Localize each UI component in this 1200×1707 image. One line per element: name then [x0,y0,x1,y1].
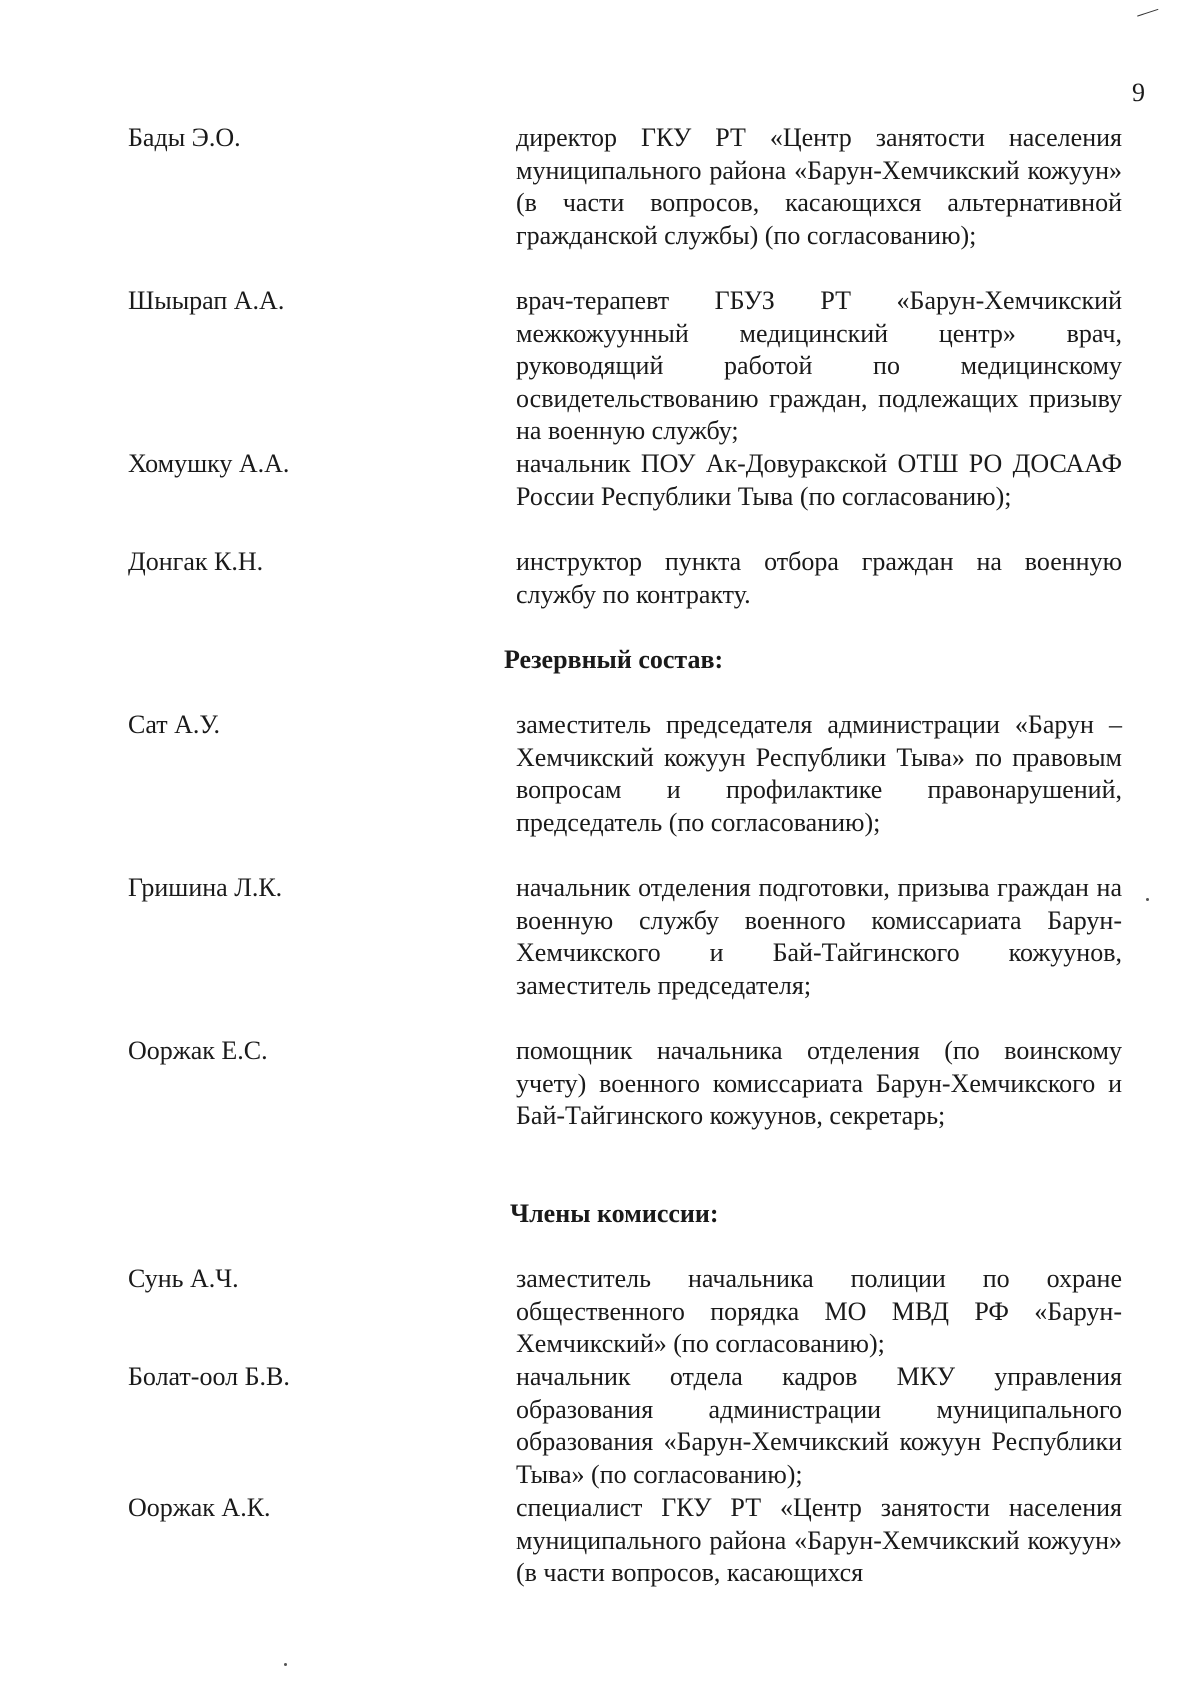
member-name: Ооржак Е.С. [128,1036,268,1065]
member-role: начальник ПОУ Ак-Довуракской ОТШ РО ДОСААФ России Республики Тыва (по согласованию); [516,449,1122,511]
member-role: специалист ГКУ РТ «Центр занятости населения муниципального района «Барун-Хемчикский кожуун» (в части вопросов, касающихся [516,1493,1122,1588]
member-role: директор ГКУ РТ «Центр занятости населения муниципального района «Барун-Хемчикский кожуун» (в части вопросов, касающихся альтернативной гражданской службы) (по согласованию); [516,123,1122,250]
member-role: начальник отделения подготовки, призыва граждан на военную службу военного комиссариата Барун-Хемчикского и Бай-Тайгинского кожуунов, заместитель председателя; [516,873,1122,1000]
member-name: Бады Э.О. [128,123,241,152]
member-role: врач-терапевт ГБУЗ РТ «Барун-Хемчикский межкожуунный медицинский центр» врач, руководящий работой по медицинскому освидетельствованию граждан, подлежащих призыву на военную службу; [516,286,1122,446]
member-role: начальник отдела кадров МКУ управления образования администрации муниципального образования «Барун-Хемчикский кожуун Республики Тыва» (по согласованию); [516,1362,1122,1489]
member-role: заместитель начальника полиции по охране общественного порядка МО МВД РФ «Барун-Хемчикский» (по согласованию); [516,1264,1122,1359]
member-name: Гришина Л.К. [128,873,283,902]
page-number: 9 [1132,78,1145,107]
scan-speck [284,1663,287,1666]
member-name: Сунь А.Ч. [128,1264,239,1293]
member-name: Донгак К.Н. [128,547,264,576]
member-name: Сат А.У. [128,710,221,739]
member-role: заместитель председателя администрации «Барун – Хемчикский кожуун Республики Тыва» по правовым вопросам и профилактике правонарушений, председатель (по согласованию); [516,710,1122,837]
scan-speck [1146,898,1149,901]
member-name: Хомушку А.А. [128,449,290,478]
scan-artifact-mark [1137,9,1161,24]
section-heading-commission: Члены комиссии: [510,1199,719,1228]
member-name: Ооржак А.К. [128,1493,271,1522]
member-name: Болат-оол Б.В. [128,1362,290,1391]
member-name: Шыырап А.А. [128,286,285,315]
member-role: помощник начальника отделения (по воинскому учету) военного комиссариата Барун-Хемчикского и Бай-Тайгинского кожуунов, секретарь; [516,1036,1122,1131]
section-heading-reserve: Резервный состав: [504,645,724,674]
member-role: инструктор пункта отбора граждан на военную службу по контракту. [516,547,1122,609]
